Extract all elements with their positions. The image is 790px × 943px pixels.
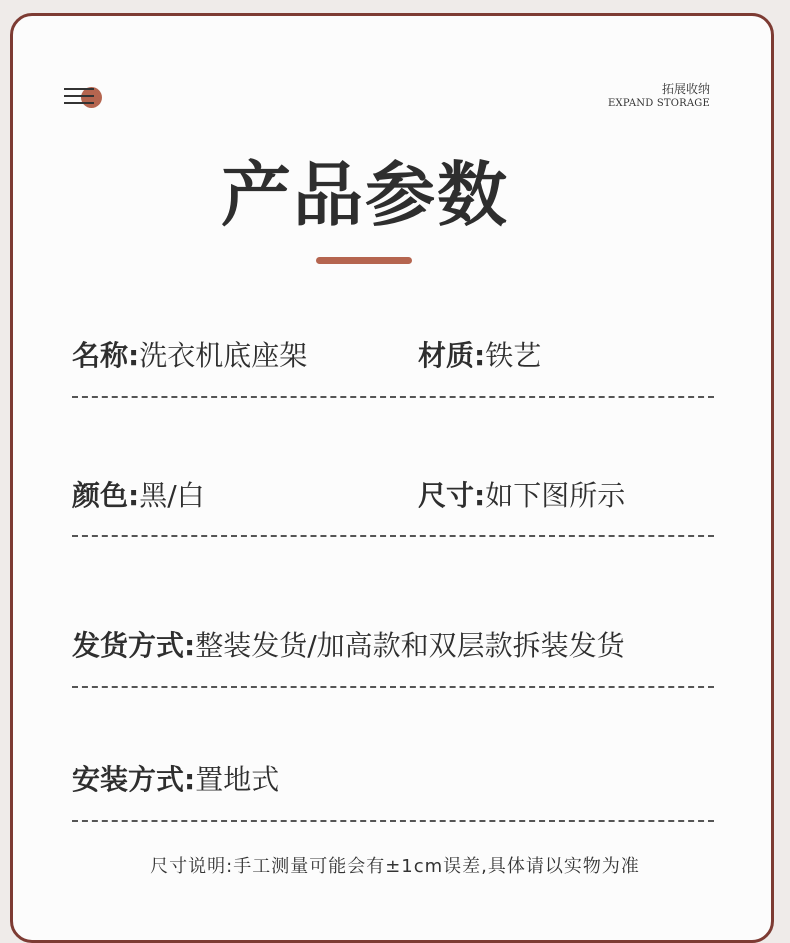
param-row-shipping xyxy=(72,626,714,666)
divider xyxy=(72,686,714,688)
param-row-color xyxy=(72,476,714,516)
param-material xyxy=(418,336,541,376)
ship-value: 整装发货/加高款和双层款拆装发货 xyxy=(195,629,625,662)
expand-cn: 拓展收纳 xyxy=(661,82,710,96)
divider xyxy=(72,535,714,537)
divider xyxy=(72,396,714,398)
size-key: 尺寸: xyxy=(418,479,486,512)
material-key: 材质: xyxy=(418,339,486,372)
size-value: 如下图所示 xyxy=(485,479,626,512)
param-size xyxy=(418,476,625,516)
name-value: 洗衣机底座架 xyxy=(139,339,308,372)
name-key: 名称: xyxy=(72,339,140,372)
install-key: 安装方式: xyxy=(72,763,196,796)
install-value: 置地式 xyxy=(195,763,280,796)
param-row-name xyxy=(72,336,714,376)
menu-icon[interactable] xyxy=(64,86,104,110)
expand-storage-label xyxy=(608,81,710,111)
expand-en: EXPAND STORAGE xyxy=(608,98,710,109)
page-title: 产品参数 xyxy=(221,153,509,236)
material-value: 铁艺 xyxy=(485,339,542,372)
menu-dot xyxy=(81,87,102,108)
color-key: 颜色: xyxy=(72,479,140,512)
ship-key: 发货方式: xyxy=(72,629,196,662)
color-value: 黑/白 xyxy=(139,479,205,512)
size-note: 尺寸说明:手工测量可能会有±1cm误差,具体请以实物为准 xyxy=(150,856,640,877)
divider xyxy=(72,820,714,822)
title-underline xyxy=(316,257,412,264)
param-row-install xyxy=(72,760,714,800)
